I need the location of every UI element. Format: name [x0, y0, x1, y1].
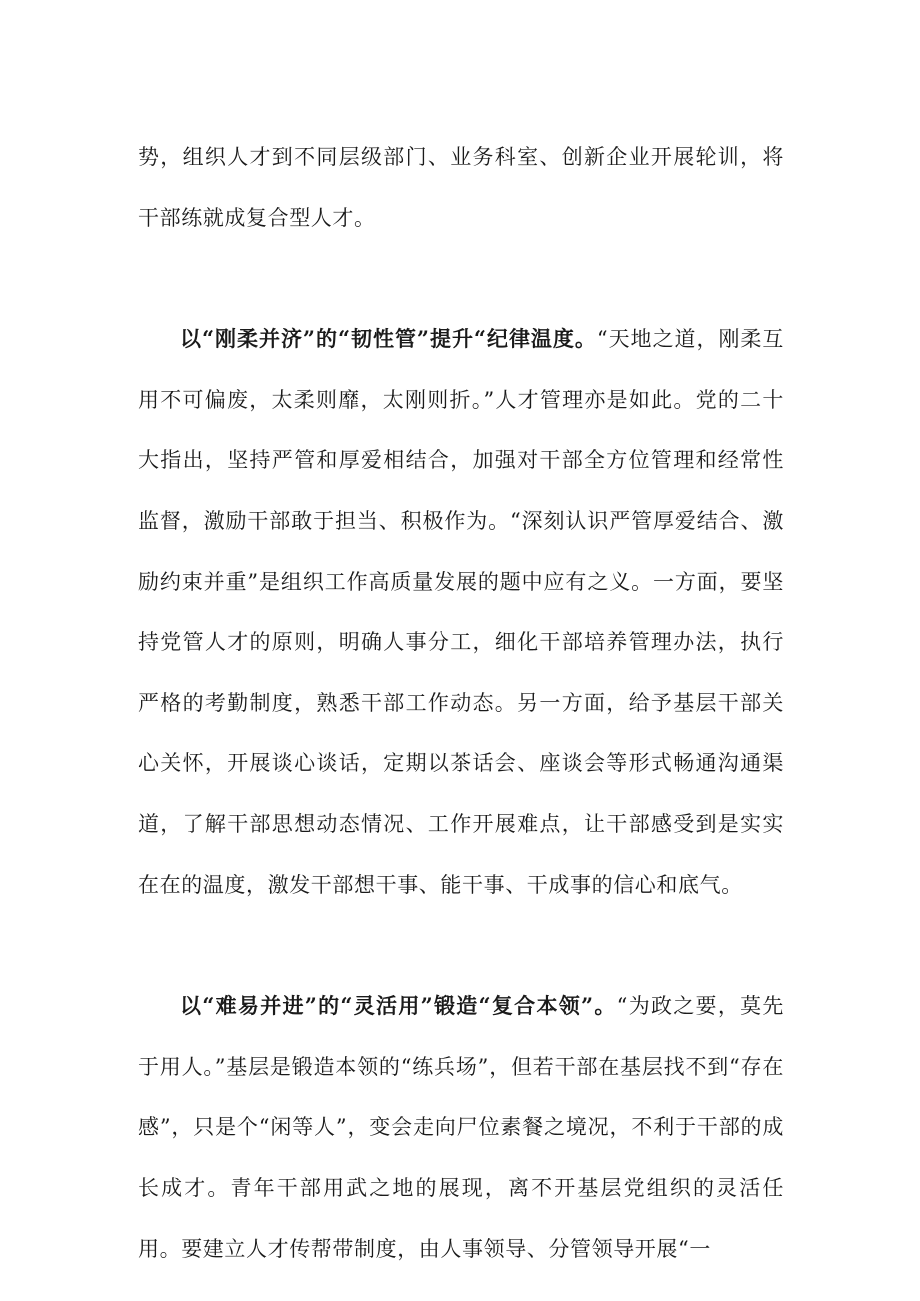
paragraph-continuation: [138, 127, 784, 248]
paragraph-discipline: [138, 309, 784, 915]
paragraph-3-text: “为政之要，莫先于用人。”基层是锻造本领的“练兵场”，但若干部在基层找不到“存在感”，只是个“闲等人”，变会走向尸位素餐之境况，不利于干部的成长成才。青年干部用武之地的展现，离不开基层党组织的灵活任用。要建立人才传帮带制度，由人事领导、分管领导开展“一: [138, 994, 784, 1261]
paragraph-3-heading: 以“难易并进”的“灵活用”锻造“复合本领”。: [180, 993, 617, 1019]
paragraph-1-text: 势，组织人才到不同层级部门、业务科室、创新企业开展轮训，将干部练就成复合型人才。: [138, 145, 784, 230]
paragraph-flexible-use: [138, 976, 784, 1279]
document-page: [138, 127, 784, 1279]
paragraph-2-text: “天地之道，刚柔互用不可偏废，太柔则靡，太刚则折。”人才管理亦是如此。党的二十大指出，坚持严管和厚爱相结合，加强对干部全方位管理和经常性监督，激励干部敢于担当、积极作为。“深刻认识严管厚爱结合、激励约束并重”是组织工作高质量发展的题中应有之义。一方面，要坚持党管人才的原则，明确人事分工，细化干部培养管理办法，执行严格的考勤制度，熟悉干部工作动态。另一方面，给予基层干部关心关怀，开展谈心谈话，定期以茶话会、座谈会等形式畅通沟通渠道，了解干部思想动态情况、工作开展难点，让干部感受到是实实在在的温度，激发干部想干事、能干事、干成事的信心和底气。: [138, 327, 784, 897]
paragraph-2-heading: 以“刚柔并济”的“韧性管”提升“纪律温度。: [180, 326, 597, 352]
